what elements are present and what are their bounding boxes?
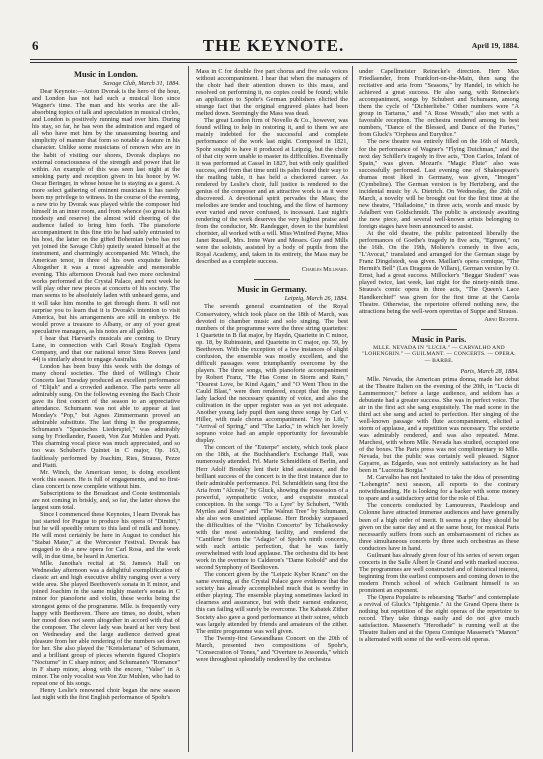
paragraph: The concert of the "Euterpe" society, which took place on the 18th, at the Buchhandler's Exchange Hall, was numerously attended. Frl. Marie Schmidtlein of Berlin, and Herr Adolf Brodsky lent their kind assistance, and the brilliant success of the concert is in the first instance due to their admirable performance. Frl. Schmidtlein sang first the Aria from "Alceste," by Gluck, showing the possession of a powerful, sympathetic voice, and exquisite musical conception. In the songs "To a Lyre" by Schubert, "With Myrtles and Roses" and "The Walnut Tree" by Schumann, she also won unstinted applause. Herr Brodsky surpassed the difficulties of the "Violin Concerto" by Tchaikowsky with the most astonishing facility, and rendered the "Cantilene" from the "Adagio" of Spohr's ninth concerto, with such artistic perfection, that he was fairly overwhelmed with loud applause. The orchestra did its best work in the overture to Calderon's "Dame Kobold" and the second Symphony of Beethoven. bbox=[196, 444, 348, 572]
column-3 bbox=[359, 68, 519, 752]
paragraph: The concerts conducted by Lamoureux, Pasdeloup and Colonne have attracted immense audiences and have generally been of a high order of merit. It seems a pity they should be given on the same day and at the same hour, for musical Paris necessarily suffers from such an embarrassment of riches as three simultaneous concerts by three such orchestras as these conductors have in hand. bbox=[359, 502, 519, 552]
paragraph: The new theatre was entirely filled on the 16th of March, for the performance of Wagner's "Flying Dutchman," and the next day Schiller's tragedy in five acts, "Don Carlos, Infant of Spain," was given. Mozart's "Magic Flute" also was successfully performed. Last evening one of Shakespeare's dramas most liked in Germany, was given, "Imogen" (Cymbeline). The German version is by Hertzberg, and the incidental music by A. Dietrich. On Wednesday, the 26th of March, a novelty will be brought out for the first time at the new theatre, "Halladoine," in three acts, words and music by Adalbert von Goldschmidt. The public is anxiously awaiting the new piece, and several well-known artists belonging to foreign stages have been announced to assist. bbox=[359, 138, 519, 231]
paragraph: London has been busy this week with the doings of many choral societies. The third of Willing's Choir Concerts last Tuesday produced an excellent performance of "Elijah" and a crowded audience. The parts were all admirably sung. On the following evening the Bach Choir gave its first concert of the season to an appreciative attendance. Schumann was not able to appear at last Monday's "Pop," but Agnes Zimmermann proved an admirable substitute. The last thing in the programme, Schumann's "Spanisches Liederspiel," was admirably sung by Friedlander, Fassett, Von Zur Muhlen and Pyatt. This charming vocal piece was much appreciated, and so too was Schubert's Quintet in C major, Op. 163, faultlessly performed by Joachim, Ries, Strauss, Pezze and Piatti. bbox=[32, 362, 180, 469]
paragraph: Mlle. Nevada, the American prima donna, made her debut at the Theatre Italien on the evening of the 20th, in "Lucia di Lammermoor," before a large audience, and seldom has a debutante had a greater success. She was in perfect voice. The air in the first act she sang exquisitely. The mad scene in the third act she sang and acted to perfection. Her singing of the well-known passage with flute accompaniment, elicited a storm of applause, and a repetition was necessary. The sextette was admirably rendered, and was also repeated. Mme. Marchesi, with whom Mlle. Nevada has studied, occupied one of the boxes. The Paris press was not complimentary to Mlle. Nevada, but the public was certainly well pleased. Signor Gayarre, as Edgardo, was not entirely satisfactory as he had been in "Lucrezia Borgia." bbox=[359, 375, 519, 475]
page-header bbox=[26, 38, 521, 58]
paragraph: under Capellmeister Reinecke's direction. Herr Max Friedlaender, from Frankfort-on-the-Main, then sang the recitative and aria from "Seasons," by Handel, in which he achieved a great success. He also sang, with Reinecke's accompaniment, songs by Schubert and Schumann, among them the cycle of "Dichterliebe." Other numbers were "A group in Tartarus," and "A Rose Wreath," also met with a favorable reception. The orchestra rendered among its best numbers, "Dance of the Blessed, and Dance of the Furies," from Gluck's "Orpheus and Eurydice." bbox=[359, 68, 519, 139]
header-rule bbox=[30, 59, 517, 60]
paragraph: Guilmant has already given four of his series of seven organ concerts in the Salle Albert le Grand and with marked success. The programmes are well constructed and of historical interest, beginning from the earliest composers and coming down to the modern French school of which Guilmant himself is so prominent an exponent. bbox=[359, 551, 519, 594]
issue-date: April 19, 1884. bbox=[471, 41, 519, 50]
masthead: THE KEYNOTE. bbox=[202, 36, 345, 55]
article-title-germany: Music in Germany. bbox=[237, 284, 307, 295]
paragraph: The concert given by the "Leipzic Kyber Kranz" on the same evening, at the Crystal Palace gave evidence that the society has already accomplished much that is worthy in either playing. The ensemble playing sometimes lacked in clearness and assurance, but with their earnest endeavor, this can failing will surely be overcome. The Kabatek Zither Society also gave a good performance at their soiree, which was largely attended by friends and amateurs of the zither. The entire programme was well given. bbox=[196, 571, 348, 635]
article-title-paris: Music in Paris. bbox=[411, 333, 467, 344]
paragraph: The Twenty-first Gewandhaus Concert on the 20th of March, presented two compositions of Spohr's, "Consecration of Tones," and "Overture to Jessonda," which were throughout splendidly rendered by the orchestra bbox=[196, 634, 348, 663]
paragraph: The great London firm of Novello & Co., however, was found willing to help in restoring it, and to them we are mainly indebted for the successful and complete performance of the work last night. Composed in 1821, Spohr sought to have it produced at Leipzig, but the choir of that city were unable to master its difficulties. Eventually it was performed at Cassel in 1827, but with only qualified success, and from that time until its palm found their way to the mailing table, it has held a checkered career. As rendered by Leslie's choir, full justice is rendered to the genius of the composer and an attractive work is as it were discovered. A devotional spirit pervades the Mass; the melodies are tender and touching, and the flow of harmony ever varied and never confused, is incessant. Last night's rendering of the work deserves the very highest praise and from the conductor, Mr. Randegger, down to the humblest chorister, all worked with a will. Miss Winifred Payne, Miss Janet Russell, Mrs. Irene Ware and Messrs. Guy and Mills were the soloists, assisted by a body of pupils from the Royal Academy, and, taken in its entirety, the Mass may be described as a complete success. bbox=[196, 117, 348, 266]
paragraph: Subscriptions to the Broadcast and Coote testimonials are not coming in briskly, and, so far, the latter shows the largest sum total. bbox=[32, 489, 180, 511]
dateline: Paris, March 28, 1884. bbox=[460, 367, 519, 375]
column-2 bbox=[196, 68, 348, 752]
article-synopsis: MLLE. NEVADA IN "LUCIA." — CARVALHO AND "LOHENGRIN." — GUILMANT. — CONCERTS. — OPERA. — BARBE. bbox=[362, 344, 516, 364]
header-rule-secondary bbox=[30, 62, 517, 63]
dateline: Leipzig, March 26, 1884. bbox=[284, 295, 348, 303]
paragraph: The Opera Populaire is rehearsing "Barbe" and contemplate a revival of Gluck's "Iphigenie." At the Grand Opera there is nothing but repetition of the eight operas of the repertoire to record. They take things easily and do not give much satisfaction. Massenet's "Herodiade" is running well at the Theatre Italien and at the Opera Comique Massenet's "Manon" is alternated with some of the well-worn old operas. bbox=[359, 594, 519, 644]
column-1 bbox=[32, 68, 180, 752]
column-divider bbox=[352, 66, 353, 752]
section-rule bbox=[421, 329, 457, 330]
page-number: 6 bbox=[32, 38, 39, 53]
paragraph: Since I commenced these Keynotes, I learn Dvorak has just started for Prague to produce his opera of "Dimitri," but he will speedily return to this land of milk and honey. He will most certainly be here in August to conduct his "Stabat Mater," at the Worcester Festival. Dvorak has engaged to do a new opera for Carl Rosa, and the work will, in due time, be heard in America. bbox=[32, 510, 180, 561]
dateline: Savage Club, March 31, 1884. bbox=[103, 80, 180, 88]
paragraph: Henry Leslie's renowned choir began the new season last night with the first English performance of Spohr's bbox=[32, 687, 180, 702]
paragraph: Mr. Winch, the American tenor, is doing excellent work this season. He is full of engagements, and no first-class concert is now complete without him. bbox=[32, 468, 180, 490]
paragraph: I hear that Harvard's musicals are coming to Drury Lane, in connection with Carl Rosa's English Opera Company, and that our national tenor Sims Reeves (and 44) is similarly about to engage Australia. bbox=[32, 334, 180, 363]
paragraph: At the old theatre, the public patronized liberally the performances of Goethe's tragedy in five acts, "Egmont," on the 16th. On the 19th, Moliere's comedy in five acts, "L'Avocat," translated and arranged for the German stage by Franz Dingelstedt, was given. Maillart's opera comique, "The Hermit's Bell" (Les Dragons de Villars), German version by O. Ernst, had a great success. Millocker's "Beggar Student" was played twice, last week, last night for the ninety-ninth time. Strauss's comic opera in three acts, "The Queen's Lace Handkerchief" was given for the first time at the Carola Theatre. Otherwise, the repertoire offered nothing new, the attractions being the well-worn operettas of Suppe and Strauss. bbox=[359, 230, 519, 315]
paragraph: Mlle. Janotha's recital at St. James's Hall on Wednesday afternoon was a delightful exemplification of classic art and high executive ability ranging over a very wide area. She played Beethoven's sonata in E minor, and joined Joachim in the same mighty master's sonata in C minor for pianoforte and violin, these works being the strongest gems of the programme. Mlle. is frequently very happy with Beethoven. There are times, no doubt, when her mood does not seem altogether in accord with that of the composer. The clever lady was heard at her very best on Wednesday and the large audience derived great pleasure from her able rendering of the numbers set down for her. She also played the "Kreisleriana" of Schumann, and a brilliant group of pieces wherein figured Chopin's "Nocturne" in C sharp minor, and Schumann's "Romance" in F sharp minor, along with the encore, "Valse" in A minor. The only vocalist was Von Zur Muhlen, who had to repeat one of his songs. bbox=[32, 560, 180, 688]
column-divider bbox=[188, 66, 189, 752]
paragraph: Dear Keynote:—Anton Dvorak is the hero of the hour, and London has not had such a musical lion since Wagner's time. The man and his works are the all-absorbing topics of talk and speculation in musical circles, and London is positively running mad over him. During his stay, so far, he has won the admiration and regard of all who have met him by the unassuming bearing and simplicity of manner that form so notable a feature in his character. Unlike some musicians of renown who are in the habit of visiting our shores, Dvorak displays no external consciousness of the strength and power that lie within. An example of this was seen last night at the smoking party and reception given in his honor by W. Oscar Beringer, in whose house he is staying as a guest. A more select gathering of eminent musicians it has rarely been my privilege to witness. In the course of the evening, a new trio by Dvorak was played while the composer hid himself in an inner room, and from whence (so great is his modesty and reserve) the almost wild cheering of the audience failed to bring him forth. The pianoforte accompaniment in this fine trio he had safely entrusted to his host, the latter on the gifted Bohemian (who has not yet joined the Savage Club) quietly seated himself at the instrument, and charmingly accompanied Mr. Winch, the American tenor, in three of his own exquisite lieder. Altogether it was a most agreeable and memorable evening. This afternoon Dvorak had two more orchestral works performed at the Crystal Palace, and next week he will play other new pieces at concerts of his society. The man seems to be absolutely laden with unheard gems, and it will take him months to get through them. It will not surprise you to learn that it is Dvorak's intention to visit America, but his arrangements are still in embryo. He would prove a treasure to Albany, or any of your great speculative managers, as his notes are all golden. bbox=[32, 88, 180, 335]
article-title-london: Music in London. bbox=[73, 69, 138, 79]
signature: Arno Richter. bbox=[484, 315, 519, 323]
paragraph: M. Carvalho has not hesitated to take the idea of presenting "Lohengrin" next season, all reports to the contrary notwithstanding. He is looking for a backer with some money to spare and a satisfactory artist for the role of Elsa. bbox=[359, 474, 519, 503]
paragraph: The seventh general examination of the Royal Conservatory, which took place on the 18th of March, was devoted to chamber music and solo singing. The best numbers of the programme were the three string quartettes: 1 Quartette in B flat major, by Haydn, Quartette in C minor, op. 18, by Rubinstein, and Quartette in C major, op. 59, by Beethoven. With the exception of a few instances of slight confusion, the ensemble was mostly excellent, and the difficult passages were triumphantly overcome by the players. The three songs, with pianoforte accompaniment by Robert Franz, "He Has Come in Storm and Rain," "Dearest Love, be Kind Again," and "O Went Thou in the Cauld Blast," were then rendered, except that the young lady lacked the necessary quantity of voice, and also the cultivation in the upper register was as yet not adequate. Another young lady pupil then sang three songs by Carl v. Hiller, with male chorus accompaniment. "Joy in Life," "Arrival of Spring," and "The Larks," in which her lovely soprano voice had an ample opportunity for favourable display. bbox=[196, 303, 348, 445]
signature: Charles Millward. bbox=[301, 266, 348, 274]
section-rule bbox=[254, 279, 290, 280]
paragraph: Mass in C for double five part chorus and five solo voices without accompaniment. I hear that when the managers of the choir had their attention drawn to this mass, and resolved on performing it, no copies could be found; while an application to Spohr's German publishers elicited the strange fact that the original engraved plates had been melted down. Seemingly the Mass was dead. bbox=[196, 68, 348, 118]
